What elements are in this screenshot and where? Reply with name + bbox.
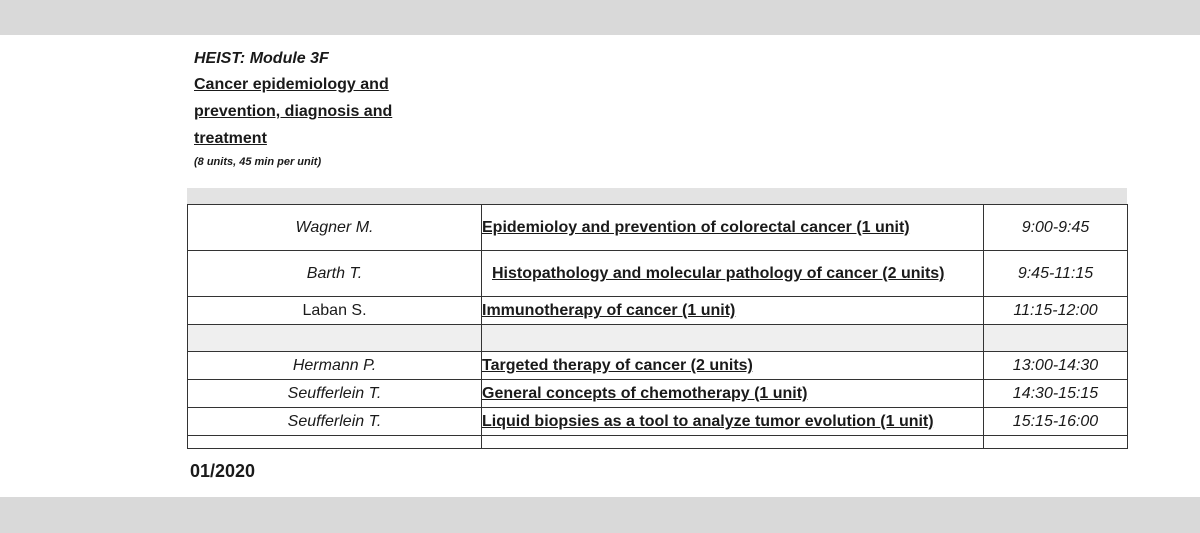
empty-cell — [188, 325, 482, 352]
speaker-cell: Laban S. — [188, 297, 482, 325]
topic-cell: General concepts of chemotherapy (1 unit) — [482, 380, 984, 408]
time-cell: 15:15-16:00 — [984, 408, 1128, 436]
topic-cell: Immunotherapy of cancer (1 unit) — [482, 297, 984, 325]
units-note: (8 units, 45 min per unit) — [194, 156, 322, 168]
table-row — [188, 205, 1128, 251]
time-cell: 13:00-14:30 — [984, 352, 1128, 380]
lunch-break-row — [188, 325, 1128, 352]
empty-cell — [984, 436, 1128, 449]
table-row — [188, 251, 1128, 297]
table-row — [188, 436, 1128, 449]
table-row — [188, 408, 1128, 436]
empty-cell — [482, 325, 984, 352]
document-page — [0, 35, 1200, 497]
table-header-band — [187, 188, 1127, 204]
document-heading — [194, 47, 454, 170]
topic-title: Cancer epidemiology and prevention, diagnosis and treatment — [194, 76, 393, 147]
speaker-cell: Seufferlein T. — [188, 380, 482, 408]
topic-cell: Liquid biopsies as a tool to analyze tumor evolution (1 unit) — [482, 408, 984, 436]
empty-cell — [188, 436, 482, 449]
schedule-table — [187, 204, 1128, 449]
speaker-cell: Seufferlein T. — [188, 408, 482, 436]
module-title: HEIST: Module 3F — [194, 50, 329, 67]
speaker-cell: Wagner M. — [188, 205, 482, 251]
empty-cell — [984, 325, 1128, 352]
topic-cell: Epidemioloy and prevention of colorectal cancer (1 unit) — [482, 205, 984, 251]
table-row — [188, 297, 1128, 325]
speaker-cell: Barth T. — [188, 251, 482, 297]
topic-cell: Targeted therapy of cancer (2 units) — [482, 352, 984, 380]
table-row — [188, 352, 1128, 380]
document-date: 01/2020 — [190, 461, 256, 481]
time-cell: 9:45-11:15 — [984, 251, 1128, 297]
time-cell: 9:00-9:45 — [984, 205, 1128, 251]
table-row — [188, 380, 1128, 408]
speaker-cell: Hermann P. — [188, 352, 482, 380]
time-cell: 11:15-12:00 — [984, 297, 1128, 325]
topic-cell: Histopathology and molecular pathology of cancer (2 units) — [482, 251, 984, 297]
empty-cell — [482, 436, 984, 449]
time-cell: 14:30-15:15 — [984, 380, 1128, 408]
